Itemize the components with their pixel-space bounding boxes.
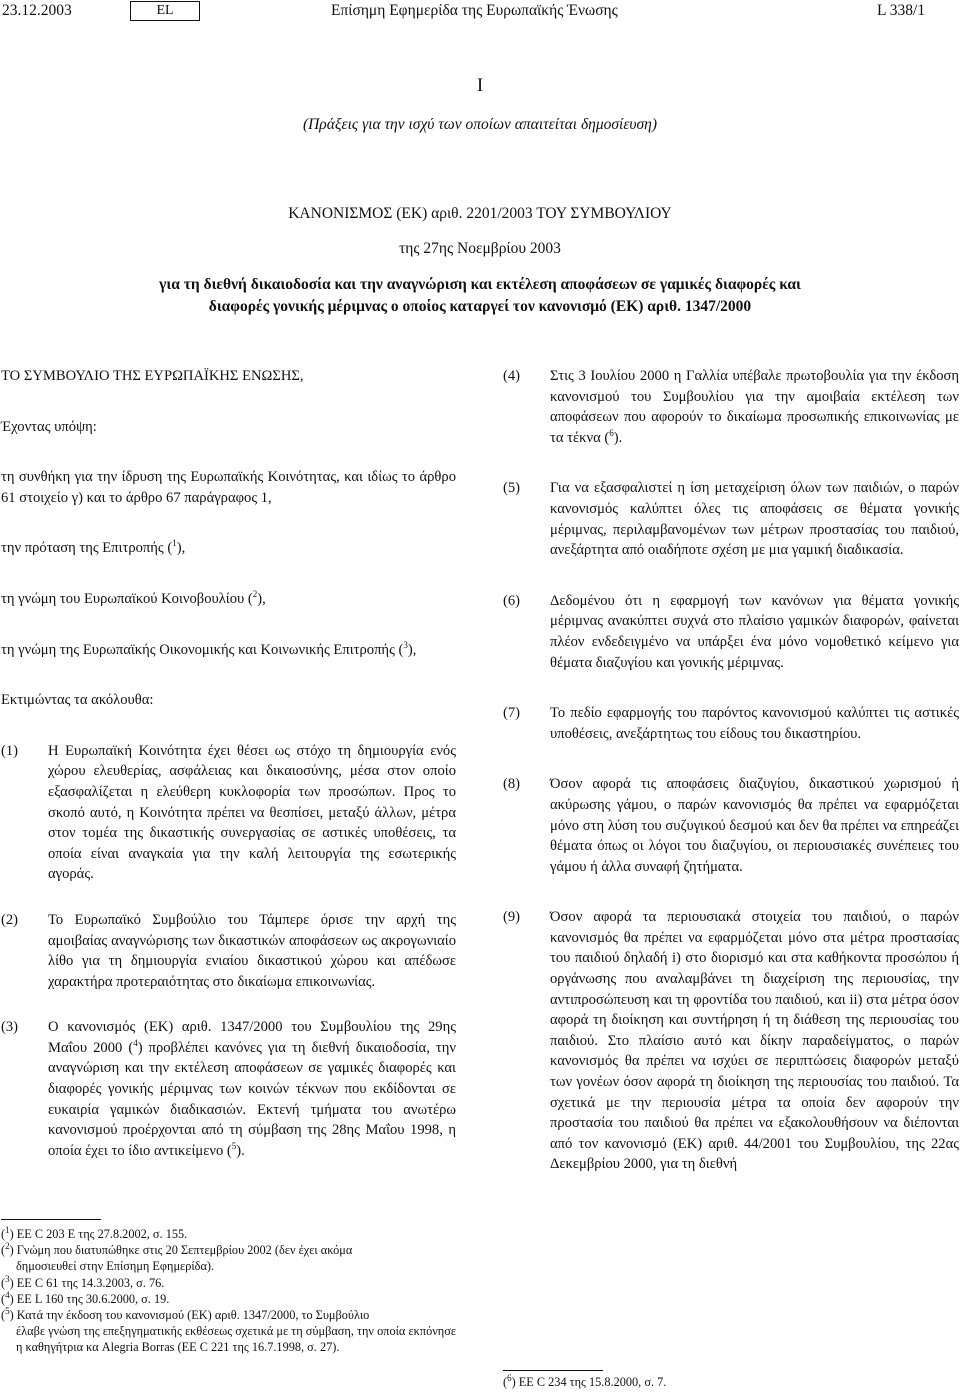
journal-title: Επίσημη Εφημερίδα της Ευρωπαϊκής Ένωσης xyxy=(331,2,618,19)
left-column xyxy=(1,366,456,1161)
recital-text: Η Ευρωπαϊκή Κοινότητα έχει θέσει ως στόχο τη δημιουργία ενός χώρου ελευθερίας, ασφάλειας και δικαιοσύνης, μέσα στον οποίο εξασφαλίζεται η ελεύθερη κυκλοφορία των προσώπων. Προς το σκοπό αυτό, η Κοινότητα πρέπει να θεσπίσει, μεταξύ άλλων, μέτρα στον τομέα της δικαστικής συνεργασίας σε αστικές υποθέσεις, τα οποία είναι αναγκαία για την καλή λειτουργία της εσωτερικής αγοράς. xyxy=(48,742,456,883)
recital-text: Όσον αφορά τις αποφάσεις διαζυγίου, δικαστικού χωρισμού ή ακύρωσης γάμου, ο παρών κανονισμός θα πρέπει να εφαρμόζεται μόνο στη λύση του συζυγικού δεσμού και δεν θα πρέπει να επηρεάζει θέματα όπως οι λόγοι του διαζυγίου, οι περιουσιακές συνέπειες του γάμου ή άλλα συναφή ζητήματα. xyxy=(550,776,959,875)
recital-number: (6) xyxy=(503,592,521,609)
section-roman: I xyxy=(476,75,484,96)
recital-number: (8) xyxy=(503,776,521,793)
footnote-ref: 3 xyxy=(403,639,408,650)
recital-number: (5) xyxy=(503,480,521,497)
proposal-citation: την πρόταση της Επιτροπής ($^1$), xyxy=(1,538,186,557)
recital-8 xyxy=(503,774,959,877)
footnote-1: ($^1$) ΕΕ C 203 Ε της 27.8.2002, σ. 155. xyxy=(1,1224,188,1241)
page-number: L 338/1 xyxy=(877,2,926,19)
recital-9 xyxy=(503,907,959,1175)
footnotes-right xyxy=(503,1374,959,1390)
footnote-rule-left xyxy=(1,1219,101,1220)
recital-text: Το πεδίο εφαρμογής του παρόντος κανονισμού καλύπτει τις αστικές υποθέσεις, ανεξάρτητως του είδους του δικαστηρίου. xyxy=(550,705,959,742)
regulation-title: ΚΑΝΟΝΙΣΜΟΣ (ΕΚ) αριθ. 2201/2003 ΤΟΥ ΣΥΜΒΟΥΛΙΟΥ xyxy=(288,205,672,222)
recital-4 xyxy=(503,366,959,448)
recital-number: (3) xyxy=(1,1019,19,1036)
footnote-ref: 6 xyxy=(609,427,614,438)
footnote-ref: 4 xyxy=(133,1038,138,1049)
council-heading: ΤΟ ΣΥΜΒΟΥΛΙΟ ΤΗΣ ΕΥΡΩΠΑΪΚΗΣ ΕΝΩΣΗΣ, xyxy=(1,368,304,384)
having-regard: Έχοντας υπόψη: xyxy=(1,418,97,435)
recital-3 xyxy=(1,1017,456,1161)
recital-6 xyxy=(503,591,959,673)
recital-number: (1) xyxy=(1,742,19,759)
right-column xyxy=(503,366,959,1175)
recital-2 xyxy=(1,910,456,992)
recital-number: (7) xyxy=(503,705,521,722)
recital-text: Ο κανονισμός (ΕΚ) αριθ. 1347/2000 του Συμβουλίου της 29ης Μαΐου 2000 ($^4$) προβλέπει κανόνες για τη διεθνή δικαιοδοσία, την αναγνώριση και την εκτέλεση αποφάσεων σε γαμικές διαφορές και διαφορές γονικής μέριμνας των κοινών τέκνων που εκδίδονται σε ευκαιρία γαμικών διαδικασιών. Εκτενή τμήματα του ανωτέρω κανονισμού προέρχονται από τη σύμβαση της 28ης Μαΐου 1998, η οποία έχει το ίδιο αντικείμενο ($^5$). xyxy=(48,1019,456,1159)
regulation-subject-line-2: διαφορές γονικής μέριμνας ο οποίος καταργεί τον κανονισμό (ΕΚ) αριθ. 1347/2000 xyxy=(208,298,752,315)
footnote-ref: 2 xyxy=(252,589,258,600)
footnotes-left xyxy=(1,1226,456,1356)
regulation-subject-line-1: για τη διεθνή δικαιοδοσία και την αναγνώριση και εκτέλεση αποφάσεων σε γαμικές διαφορές και xyxy=(159,276,801,293)
header-date: 23.12.2003 xyxy=(2,2,72,19)
recital-text: Όσον αφορά τα περιουσιακά στοιχεία του παιδιού, ο παρών κανονισμός θα πρέπει να εφαρμόζεται μόνο στα μέτρα προστασίας του παιδιού δηλαδή i) στο διορισμό και στα καθήκοντα προσώπου ή οργάνωσης που αναλαμβάνει τη διαχείριση της περιουσίας, την αντιπροσώπευση και τη φροντίδα του παιδιού, και ii) στα μέτρα όσον αφορά τη διοίκηση και συντήρηση ή τη διάθεση της περιουσίας του παιδιού. Στο πλαίσιο αυτό και δίκην παραδείγματος, ο παρών κανονισμός θα πρέπει να ισχύει σε περιπτώσεις διαφορών μεταξύ των γονέων όσον αφορά τη διοίκηση της περιουσίας του παιδιού. Τα σχετικά με την περιουσία μέτρα τα οποία δεν αφορούν την προστασία του παιδιού θα πρέπει να εξακολουθήσουν να διέπονται από τον κανονισμό (ΕΚ) αριθ. 44/2001 του Συμβουλίου, της 22ας Δεκεμβρίου 2000, για τη διεθνή xyxy=(550,909,959,1173)
section-subtitle: (Πράξεις για την ισχύ των οποίων απαιτείται δημοσίευση) xyxy=(302,116,658,133)
footnote-2: ($^2$) Γνώμη που διατυπώθηκε στις 20 Σεπτεμβρίου 2002 (δεν έχει ακόμα xyxy=(1,1241,353,1258)
parliament-citation: τη γνώμη του Ευρωπαϊκού Κοινοβουλίου ($^2$), xyxy=(1,589,266,607)
regulation-date: της 27ης Νοεμβρίου 2003 xyxy=(399,240,561,257)
footnote-3: ($^3$) ΕΕ C 61 της 14.3.2003, σ. 76. xyxy=(1,1273,165,1290)
esc-citation: τη γνώμη της Ευρωπαϊκής Οικονομικής και Κοινωνικής Επιτροπής ($^3$), xyxy=(1,639,417,658)
recital-number: (2) xyxy=(1,911,19,928)
footnote-6: ($^6$) ΕΕ C 234 της 15.8.2000, σ. 7. xyxy=(503,1372,667,1389)
language-box: EL xyxy=(130,1,200,21)
recital-text: Για να εξασφαλιστεί η ίση μεταχείριση όλων των παιδιών, ο παρών κανονισμός καλύπτει όλες τις αποφάσεις σε θέματα γονικής μέριμνας, περιλαμβανομένων των μέτρων προστασίας του παιδιού, ανεξάρτητα από οιαδήποτε σχέση με μια γαμική διαδικασία. xyxy=(550,480,959,559)
treaty-citation: τη συνθήκη για την ίδρυση της Ευρωπαϊκής Κοινότητας, και ιδίως το άρθρο 61 στοιχείο γ) και το άρθρο 67 παράγραφος 1, xyxy=(1,469,456,506)
recital-text: Δεδομένου ότι η εφαρμογή των κανόνων για θέματα γονικής μέριμνας ανακύπτει συχνά στο πλαίσιο γαμικών διαφορών, φαίνεται πλέον ενδεδειγμένο να υπάρξει ένα μόνο νομοθετικό κείμενο για θέματα διαζυγίου και γονικής μέριμνας. xyxy=(550,592,959,671)
footnote-ref: 1 xyxy=(172,538,177,549)
recital-text: Το Ευρωπαϊκό Συμβούλιο του Τάμπερε όρισε την αρχή της αμοιβαίας αναγνώρισης των δικαστικών αποφάσεων ως ακρογωνιαίο λίθο για τη δημιουργία ενιαίου δικαστικού χώρου και απέδωσε χαρακτήρα προτεραιότητας στο δικαίωμα επικοινωνίας. xyxy=(48,911,456,990)
footnote-rule-right xyxy=(503,1370,603,1371)
whereas-heading: Εκτιμώντας τα ακόλουθα: xyxy=(1,692,154,709)
footnote-5: ($^5$) Κατά την έκδοση του κανονισμού (ΕΚ) αριθ. 1347/2000, το Συμβούλιο xyxy=(1,1305,370,1323)
recital-text: Στις 3 Ιουλίου 2000 η Γαλλία υπέβαλε πρωτοβουλία για την έκδοση κανονισμού του Συμβουλίου για την αμοιβαία εκτέλεση των αποφάσεων που αφορούν το δικαίωμα προσωπικής επικοινωνίας με τα τέκνα ($^6$). xyxy=(550,368,959,446)
footnote-4: ($^4$) ΕΕ L 160 της 30.6.2000, σ. 19. xyxy=(1,1289,170,1306)
recital-5 xyxy=(503,478,959,560)
footnote-5-cont: έλαβε γνώση της επεξηγηματικής εκθέσεως σχετικά με τη σύμβαση, την οποία εκπόνησε η καθηγήτρια κα Alegria Borras (ΕΕ C 221 της 16.7.1998, σ. 27). xyxy=(16,1324,456,1355)
recital-number: (4) xyxy=(503,368,521,384)
recital-number: (9) xyxy=(503,909,521,926)
footnote-2-cont: δημοσιευθεί στην Επίσημη Εφημερίδα). xyxy=(16,1259,215,1274)
recital-1 xyxy=(1,741,456,885)
recital-7 xyxy=(503,703,959,744)
footnote-ref: 5 xyxy=(231,1140,237,1151)
